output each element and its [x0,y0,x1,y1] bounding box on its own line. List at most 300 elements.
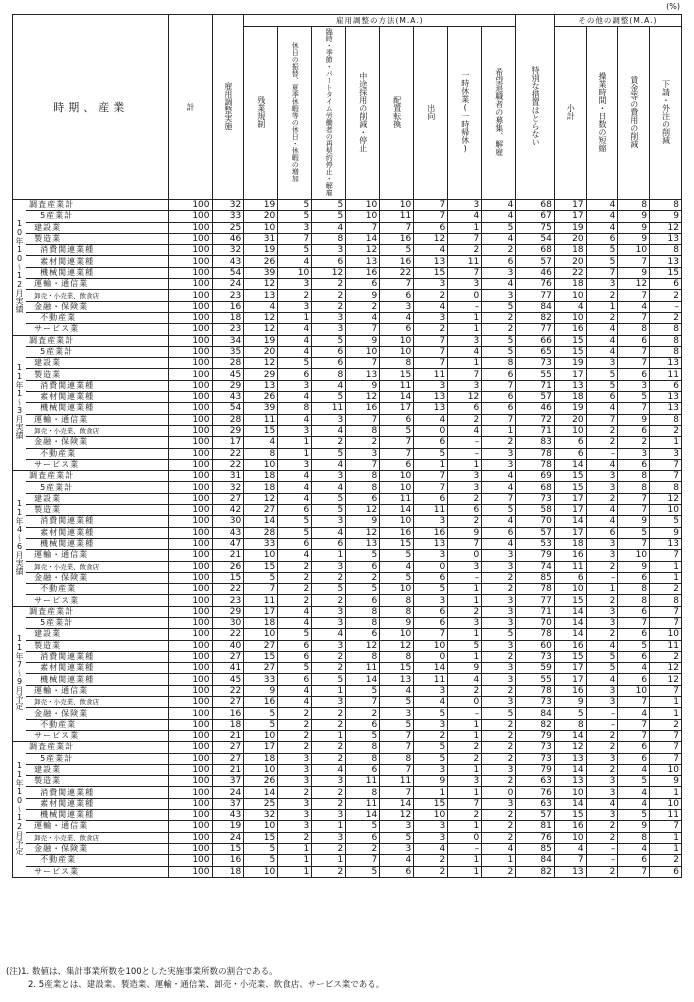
cell-value: 8 [312,369,346,380]
cell-value: 3 [278,222,312,233]
period-label [13,335,27,471]
cell-value: 7 [380,730,414,741]
cell-value: 1 [650,708,682,719]
cell-value: 9 [448,527,482,538]
cell-value: 12 [244,324,278,335]
cell-value: 5 [414,753,448,764]
table-row [13,708,682,719]
industry-label: サービス業 [26,595,169,606]
industry-label: 卸売・小売業、飲食店 [26,425,169,436]
cell-value: 12 [554,742,586,753]
cell-value: 2 [482,651,516,662]
cell-value: 2 [448,245,482,256]
cell-value: 100 [169,742,212,753]
cell-value: 1 [414,459,448,470]
cell-value: 6 [414,606,448,617]
cell-value: 6 [650,866,682,877]
cell-value: 13 [244,380,278,391]
cell-value: 14 [346,674,380,685]
cell-value: 4 [380,561,414,572]
cell-value: 6 [278,674,312,685]
cell-value: 17 [554,369,586,380]
period-label [13,606,27,742]
cell-value: 2 [586,312,618,323]
cell-value: 5 [380,719,414,730]
cell-value: 1 [650,787,682,798]
cell-value: 15 [244,832,278,843]
cell-value: 0 [448,550,482,561]
cell-value: 3 [278,776,312,787]
cell-value: 3 [586,279,618,290]
cell-value: 5 [380,572,414,583]
cell-value: 6 [554,437,586,448]
cell-value: 1 [650,561,682,572]
cell-value: 2 [278,572,312,583]
cell-value: 3 [586,697,618,708]
table-row [13,279,682,290]
industry-label: サービス業 [26,324,169,335]
cell-value: 9 [618,561,650,572]
cell-value: 2 [312,787,346,798]
industry-label: サービス業 [26,459,169,470]
cell-value: 5 [618,640,650,651]
cell-value: 11 [414,505,448,516]
table-row [13,697,682,708]
cell-value: 84 [516,301,555,312]
cell-value: 12 [312,267,346,278]
industry-label: 5産業計 [26,482,169,493]
cell-value: 22 [212,685,244,696]
cell-value: 8 [650,346,682,357]
cell-value: 16 [346,403,380,414]
cell-value: 31 [244,233,278,244]
cell-value: 100 [169,414,212,425]
cell-value: 6 [586,233,618,244]
header-method-6 [414,27,448,200]
cell-value: 3 [414,685,448,696]
table-row [13,538,682,549]
cell-value: 13 [346,256,380,267]
header-other-2-label: 操業時間・日数の短縮 [597,72,607,152]
cell-value: 9 [346,335,380,346]
cell-value: 11 [244,595,278,606]
cell-value: 20 [244,346,278,357]
industry-label: 調査産業計 [26,742,169,753]
cell-value: 2 [312,663,346,674]
cell-value: 10 [244,764,278,775]
cell-value: 27 [244,640,278,651]
cell-value: 15 [212,572,244,583]
cell-value: 5 [482,505,516,516]
cell-value: 1 [278,843,312,854]
cell-value: – [448,572,482,583]
industry-label: 機械関連業種 [26,810,169,821]
cell-value: 4 [278,335,312,346]
cell-value: 100 [169,233,212,244]
cell-value: 100 [169,256,212,267]
cell-value: 5 [380,697,414,708]
industry-label: 5産業計 [26,346,169,357]
cell-value: 5 [244,843,278,854]
cell-value: 6 [618,651,650,662]
cell-value: 2 [278,290,312,301]
cell-value: 17 [554,505,586,516]
cell-value: 5 [482,629,516,640]
cell-value: 3 [278,753,312,764]
cell-value: 7 [650,471,682,482]
cell-value: 54 [212,403,244,414]
cell-value: 7 [346,324,380,335]
cell-value: 7 [380,222,414,233]
cell-value: 5 [346,821,380,832]
cell-value: 12 [380,640,414,651]
cell-value: 17 [212,437,244,448]
table-row [13,742,682,753]
cell-value: 3 [618,448,650,459]
table-row [13,787,682,798]
cell-value: 8 [380,651,414,662]
cell-value: 32 [212,200,244,211]
cell-value: 1 [448,358,482,369]
cell-value: 100 [169,279,212,290]
cell-value: 4 [586,403,618,414]
cell-value: 1 [448,730,482,741]
cell-value: 100 [169,290,212,301]
table-row [13,663,682,674]
cell-value: 71 [516,425,555,436]
cell-value: 6 [482,256,516,267]
cell-value: 6 [380,866,414,877]
cell-value: 4 [414,245,448,256]
cell-value: 7 [482,493,516,504]
cell-value: 15 [554,810,586,821]
cell-value: 100 [169,730,212,741]
cell-value: 41 [212,663,244,674]
table-row [13,798,682,809]
cell-value: 5 [414,708,448,719]
cell-value: 1 [650,572,682,583]
cell-value: 2 [650,719,682,730]
cell-value: 4 [278,617,312,628]
cell-value: 5 [618,776,650,787]
cell-value: 2 [312,843,346,854]
table-row [13,493,682,504]
cell-value: 100 [169,595,212,606]
cell-value: 4 [278,471,312,482]
cell-value: 100 [169,380,212,391]
cell-value: 3 [448,279,482,290]
cell-value: 2 [482,437,516,448]
cell-value: 11 [650,640,682,651]
cell-value: 4 [244,437,278,448]
cell-value: 63 [516,798,555,809]
cell-value: 1 [448,459,482,470]
industry-label: 消費関連業種 [26,380,169,391]
cell-value: 10 [244,730,278,741]
cell-value: 6 [448,403,482,414]
cell-value: 6 [414,437,448,448]
table-row [13,471,682,482]
cell-value: 3 [448,335,482,346]
cell-value: 3 [482,764,516,775]
cell-value: 20 [244,211,278,222]
cell-value: 14 [554,730,586,741]
cell-value: 100 [169,572,212,583]
cell-value: 7 [650,459,682,470]
cell-value: 8 [650,595,682,606]
industry-label: 建設業 [26,493,169,504]
cell-value: 7 [618,538,650,549]
cell-value: 7 [586,267,618,278]
cell-value: 5 [278,516,312,527]
cell-value: 5 [380,550,414,561]
cell-value: 3 [586,753,618,764]
industry-label: 不動産業 [26,584,169,595]
cell-value: 2 [414,855,448,866]
cell-value: 14 [346,233,380,244]
cell-value: 3 [312,414,346,425]
cell-value: 5 [586,369,618,380]
cell-value: 4 [586,798,618,809]
industry-label: 不動産業 [26,312,169,323]
cell-value: 11 [554,561,586,572]
cell-value: 30 [212,617,244,628]
cell-value: 8 [618,595,650,606]
cell-value: 9 [650,211,682,222]
cell-value: 4 [278,324,312,335]
cell-value: 13 [380,674,414,685]
cell-value: 4 [482,843,516,854]
cell-value: 15 [554,482,586,493]
cell-value: 16 [554,640,586,651]
cell-value: 3 [482,595,516,606]
header-other-4 [650,27,682,200]
cell-value: 3 [414,821,448,832]
cell-value: 100 [169,550,212,561]
cell-value: 2 [586,437,618,448]
cell-value: 69 [516,471,555,482]
cell-value: 3 [482,674,516,685]
cell-value: 12 [650,222,682,233]
cell-value: 18 [212,312,244,323]
cell-value: 76 [516,787,555,798]
cell-value: 6 [312,346,346,357]
cell-value: 7 [618,312,650,323]
cell-value: 4 [278,606,312,617]
cell-value: 8 [380,753,414,764]
industry-label: 5産業計 [26,753,169,764]
cell-value: 79 [516,764,555,775]
cell-value: 2 [278,584,312,595]
cell-value: 4 [278,346,312,357]
industry-label: 機械関連業種 [26,403,169,414]
cell-value: 100 [169,267,212,278]
cell-value: 1 [448,629,482,640]
cell-value: 14 [346,810,380,821]
period-label [13,742,27,878]
cell-value: 5 [244,855,278,866]
cell-value: 5 [278,200,312,211]
cell-value: 10 [650,629,682,640]
cell-value: 4 [482,482,516,493]
cell-value: 100 [169,855,212,866]
table-row [13,256,682,267]
cell-value: 100 [169,493,212,504]
cell-value: 12 [244,493,278,504]
cell-value: 9 [244,685,278,696]
cell-value: 10 [380,346,414,357]
cell-value: 2 [312,290,346,301]
cell-value: 11 [380,776,414,787]
cell-value: 10 [414,640,448,651]
cell-value: 3 [312,617,346,628]
table-row [13,606,682,617]
cell-value: 15 [380,538,414,549]
cell-value: 5 [650,516,682,527]
cell-value: – [586,708,618,719]
cell-value: 77 [516,324,555,335]
table-row [13,685,682,696]
footnote-1: (注)1. 数値は、集計事業所数を100とした実施事業所数の割合である。 [6,967,278,977]
cell-value: 7 [414,482,448,493]
cell-value: 2 [482,312,516,323]
cell-value: 6 [482,527,516,538]
industry-label: 製造業 [26,776,169,787]
cell-value: 2 [618,437,650,448]
cell-value: 15 [414,798,448,809]
cell-value: 1 [448,584,482,595]
cell-value: 4 [482,279,516,290]
cell-value: – [448,448,482,459]
cell-value: 100 [169,843,212,854]
cell-value: 100 [169,685,212,696]
cell-value: 100 [169,832,212,843]
cell-value: 29 [212,425,244,436]
cell-value: 1 [312,685,346,696]
cell-value: 4 [586,222,618,233]
cell-value: 15 [244,425,278,436]
cell-value: 2 [482,245,516,256]
table-row [13,200,682,211]
cell-value: 7 [414,471,448,482]
cell-value: 100 [169,222,212,233]
cell-value: 20 [554,414,586,425]
cell-value: 16 [244,697,278,708]
cell-value: 5 [312,674,346,685]
cell-value: 2 [278,561,312,572]
industry-label: 製造業 [26,369,169,380]
industry-label: 消費関連業種 [26,516,169,527]
cell-value: 1 [312,821,346,832]
cell-value: 43 [212,527,244,538]
cell-value: 0 [414,425,448,436]
industry-label: 素材関連業種 [26,527,169,538]
cell-value: 8 [346,742,380,753]
cell-value: 82 [516,719,555,730]
cell-value: 68 [516,200,555,211]
cell-value: 10 [380,482,414,493]
table-row [13,267,682,278]
cell-value: 4 [278,550,312,561]
cell-value: 3 [650,448,682,459]
cell-value: 5 [380,245,414,256]
cell-value: 2 [312,708,346,719]
cell-value: 3 [586,482,618,493]
cell-value: 4 [586,200,618,211]
cell-value: 3 [448,617,482,628]
cell-value: 2 [650,425,682,436]
header-method-4-label: 中途採用の削減・停止 [358,72,368,152]
cell-value: 7 [414,335,448,346]
industry-label: 建設業 [26,764,169,775]
cell-value: 2 [312,595,346,606]
cell-value: 28 [212,358,244,369]
cell-value: 2 [650,312,682,323]
cell-value: 45 [212,369,244,380]
cell-value: 85 [516,843,555,854]
table-row [13,437,682,448]
cell-value: 10 [244,821,278,832]
industry-label: 建設業 [26,358,169,369]
cell-value: 5 [618,392,650,403]
cell-value: 46 [516,403,555,414]
cell-value: 100 [169,335,212,346]
cell-value: 73 [516,651,555,662]
cell-value: 2 [448,685,482,696]
cell-value: 3 [380,821,414,832]
cell-value: 3 [278,459,312,470]
cell-value: 4 [278,482,312,493]
cell-value: 7 [618,493,650,504]
cell-value: 2 [586,764,618,775]
cell-value: 14 [244,787,278,798]
cell-value: 16 [346,267,380,278]
cell-value: 33 [244,674,278,685]
cell-value: 8 [346,753,380,764]
cell-value: 27 [244,663,278,674]
cell-value: – [586,448,618,459]
cell-value: 7 [650,685,682,696]
cell-value: 6 [414,222,448,233]
cell-value: 5 [278,245,312,256]
table-row [13,392,682,403]
header-method-2 [278,27,312,200]
cell-value: 3 [586,617,618,628]
cell-value: 10 [414,810,448,821]
cell-value: 31 [212,471,244,482]
cell-value: 10 [244,550,278,561]
cell-value: 7 [618,505,650,516]
cell-value: 2 [586,290,618,301]
cell-value: 6 [278,538,312,549]
table-body [13,200,682,878]
cell-value: 14 [380,798,414,809]
cell-value: 8 [346,471,380,482]
cell-value: 33 [212,211,244,222]
cell-value: 3 [482,459,516,470]
cell-value: 3 [312,471,346,482]
cell-value: 1 [448,222,482,233]
industry-label: 金融・保険業 [26,572,169,583]
cell-value: 7 [448,233,482,244]
cell-value: 7 [618,346,650,357]
cell-value: 18 [212,719,244,730]
cell-value: 1 [448,866,482,877]
header-other-group: その他の調整(M.A.) [554,15,681,27]
industry-label: 調査産業計 [26,606,169,617]
cell-value: 8 [618,200,650,211]
cell-value: 40 [212,640,244,651]
